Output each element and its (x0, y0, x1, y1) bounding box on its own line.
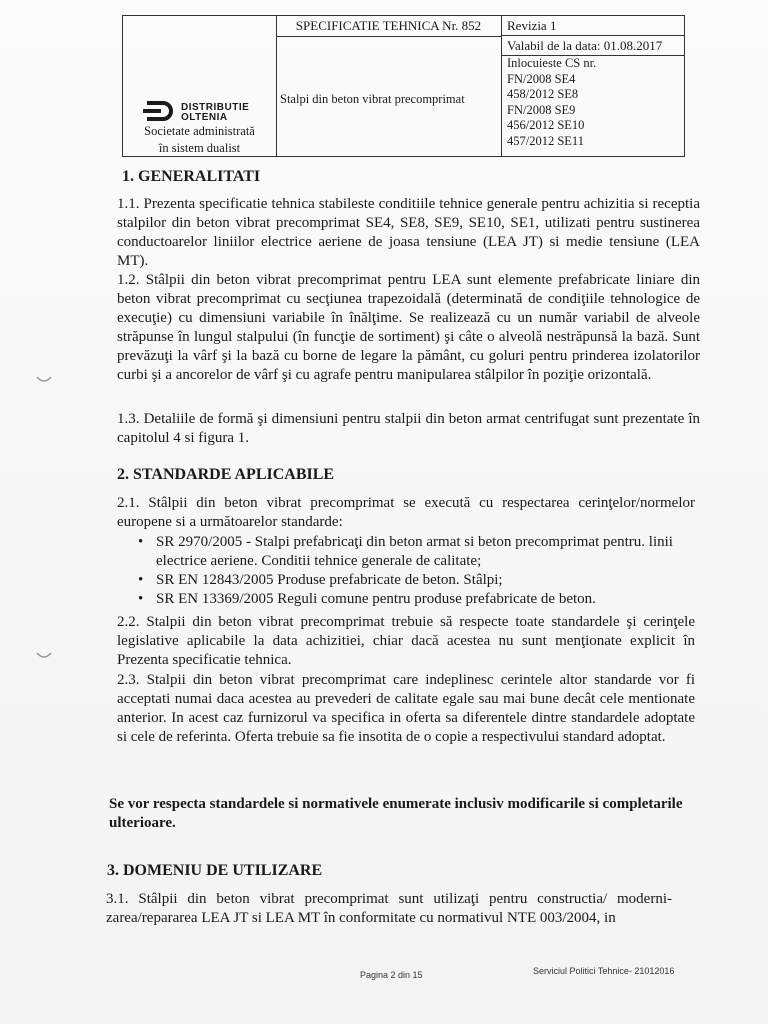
replaces-line: Inlocuieste CS nr. (507, 56, 597, 70)
company-logo (143, 99, 273, 125)
list-item: • SR EN 12843/2005 Produse prefabricate de beton. Stâlpi; (134, 571, 694, 590)
list-item: • SR EN 13369/2005 Reguli comune pentru produse prefabricate de beton. (134, 590, 694, 609)
page-number: Pagina 2 din 15 (360, 970, 423, 980)
revision: Revizia 1 (501, 16, 684, 36)
list-item: • SR 2970/2005 - Stalpi prefabricaţi din beton armat si beton precomprimat pentru. linii electrice aeriene. Conditii tehnice generale de calitate; (134, 533, 694, 571)
document-title: Stalpi din beton vibrat precomprimat (280, 92, 465, 106)
paragraph-1-2: 1.2. Stâlpii din beton vibrat precomprimat pentru LEA sunt elemente prefabricate liniare din beton vibrat precomprimat cu secţiunea trapezoidală (determinată de condiţiile tehnologice de execuţie) cu dimensiuni variabile în înălţime. Se realizează cu un număr variabil de alveole străpunse în lungul stalpului (în funcţie de sortiment) şi câte o alveolă nestrăpunsă la bază. Sunt prevăzuţi la vârf şi la bază cu borne de legare la pământ, cu goluri pentru prinderea izolatorilor curbi şi a ancorelor de vârf şi cu agrafe pentru manipularea stâlpilor în poziţie orizontală. (117, 272, 700, 383)
replaces-line: 456/2012 SE10 (507, 118, 585, 132)
company-note-line2: în sistem dualist (158, 141, 241, 155)
valid-from: Valabil de la data: 01.08.2017 (501, 36, 684, 56)
replaces-line: FN/2008 SE4 (507, 71, 576, 86)
section-3-title: 3. DOMENIU DE UTILIZARE (107, 862, 323, 879)
footer-department: Serviciul Politici Tehnice- 21012016 (533, 966, 675, 976)
replaces-line: 458/2012 SE8 (507, 87, 579, 101)
paragraph-2-2: 2.2. Stalpii din beton vibrat precomprimat trebuie să respecte toate standardele şi cerinţele legislative aplicabile la data achizitiei, chiar dacă acestea nu sunt menţionate explicit în Prezenta specificatie tehnica. (117, 614, 695, 668)
paragraph-2-1: 2.1. Stâlpii din beton vibrat precomprimat se execută cu respectarea cerinţelor/normelor europene si a următoarelor standarde: (117, 495, 695, 530)
standards-note: Se vor respecta standardele si normativele enumerate inclusiv modificarile si completarile ulterioare. (109, 796, 683, 831)
header-revision-cell (501, 16, 684, 156)
company-note (123, 123, 276, 157)
logo-text-line2: OLTENIA (181, 112, 228, 123)
header-table (122, 15, 685, 157)
section-2-title: 2. STANDARDE APLICABILE (117, 466, 335, 483)
paragraph-2-3: 2.3. Stalpii din beton vibrat precomprimat care indeplinesc cerintele altor standarde vor fi acceptati numai daca acestea au prevederi de calitate egale sau mai bune decât cele mentionate anterior. In acest caz furnizorul va specifica in oferta sa diferentele dintre standardele adoptate si cele de referinta. Oferta trebuie sa fie insotita de o copie a respectivului standard adoptat. (117, 672, 695, 745)
logo-text-line1: DISTRIBUTIE (181, 102, 250, 113)
spec-number: SPECIFICATIE TEHNICA Nr. 852 (276, 16, 501, 37)
paragraph-1-1: 1.1. Prezenta specificatie tehnica stabileste conditiile tehnice generale pentru achizitia si receptia stalpilor din beton vibrat precomprimat SE4, SE8, SE9, SE10, SE1, utilizati pentru sustinerea conductoarelor liniilor electrice aeriene de joasa tensiune (LEA JT) si medie tensiune (LEA MT). (117, 196, 700, 269)
replaces-line: 457/2012 SE11 (507, 133, 584, 148)
standards-list (134, 533, 694, 609)
logo-mark-icon (143, 99, 177, 123)
header-logo-cell (123, 16, 277, 156)
company-note-line1: Societate administrată (144, 124, 255, 138)
section-1-title: 1. GENERALITATI (122, 168, 261, 185)
punch-hole-icon (36, 376, 52, 384)
replaces-line: FN/2008 SE9 (507, 102, 576, 117)
paragraph-3-1: 3.1. Stâlpii din beton vibrat precomprimat sunt utilizaţi pentru constructia/ moderni-zarea/repararea LEA JT si LEA MT în conformitate cu normativul NTE 003/2004, in (106, 891, 672, 926)
header-title-cell (276, 16, 502, 156)
punch-hole-icon (36, 652, 52, 660)
paragraph-1-3: 1.3. Detaliile de formă şi dimensiuni pentru stalpii din beton armat centrifugat sunt prezentate în capitolul 4 si figura 1. (117, 411, 700, 446)
